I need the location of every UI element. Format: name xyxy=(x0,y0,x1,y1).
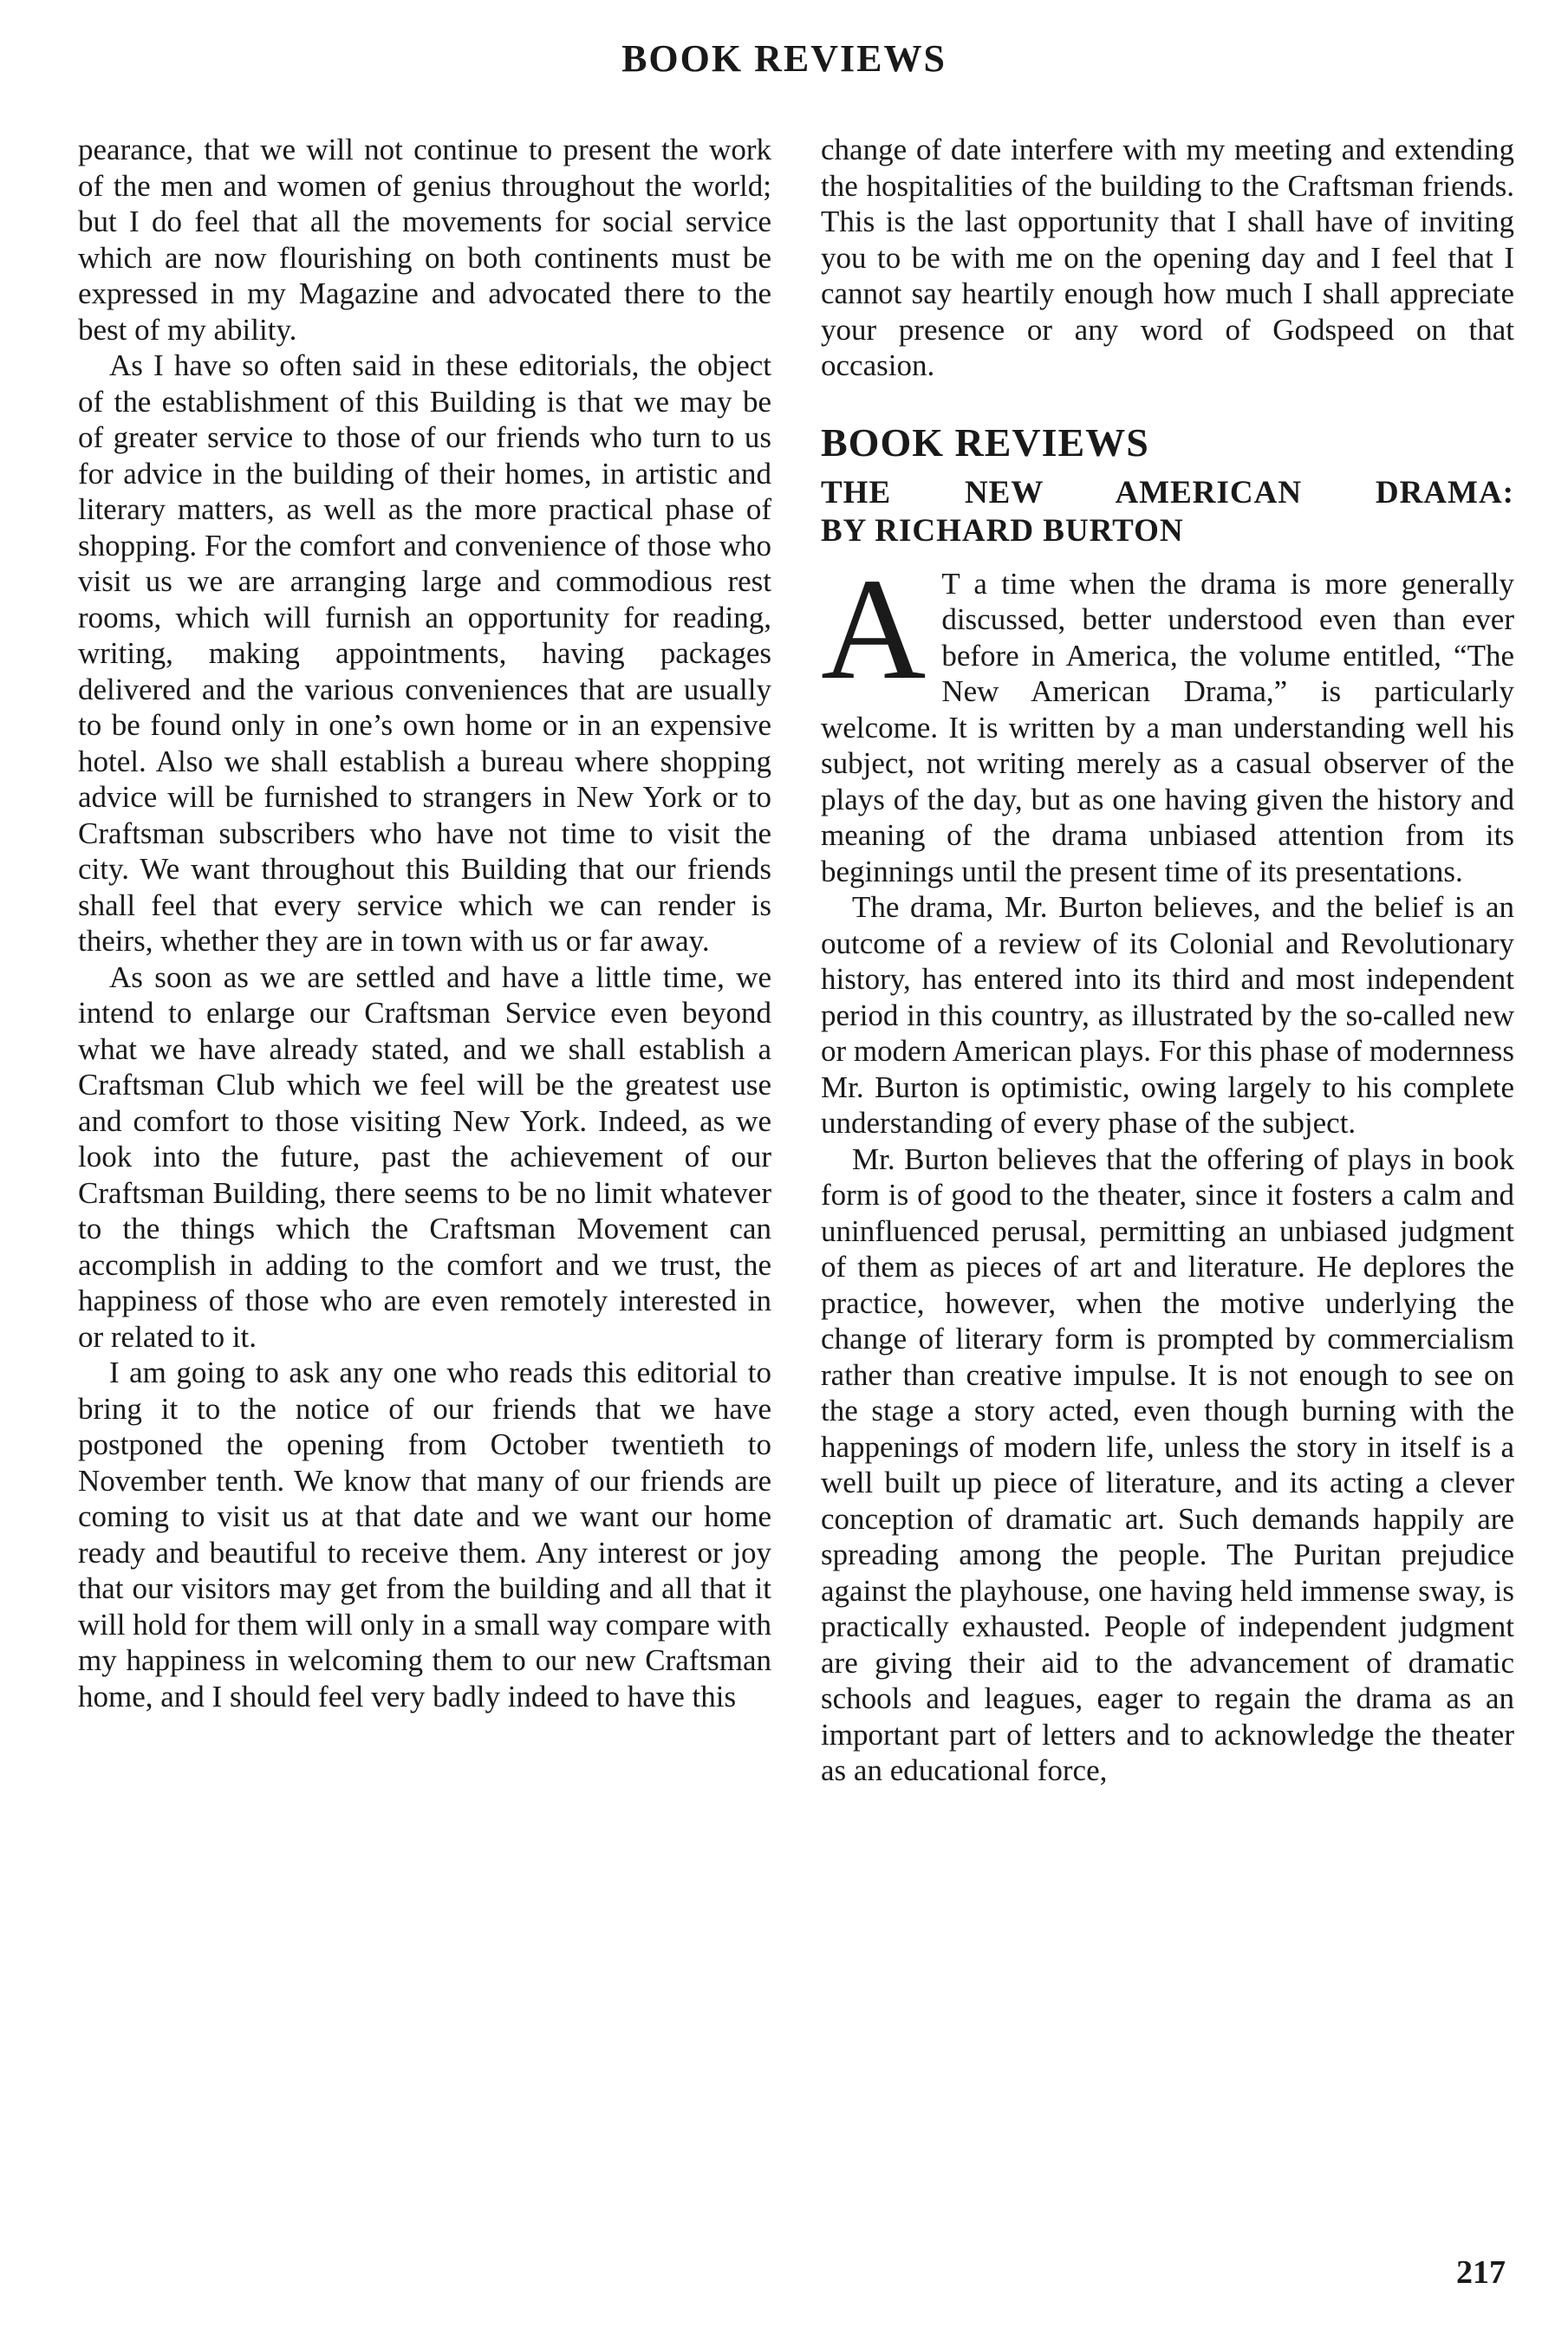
left-column xyxy=(78,132,771,1714)
left-paragraph-3: As soon as we are settled and have a little time, we intend to enlarge our Craftsman Service even beyond what we have already stated, and we shall establish a Craftsman Club which we feel will be the greatest use and comfort to those visiting New York. Indeed, as we look into the future, past the achievement of our Craftsman Building, there seems to be no limit whatever to the things which the Craftsman Movement can accomplish in adding to the comfort and we trust, the happiness of those who are even remotely interested in or related to it. xyxy=(78,959,771,1354)
left-paragraph-1: pearance, that we will not continue to present the work of the men and women of genius throughout the world; but I do feel that all the movements for social service which are now flourishing on both continents must be expressed in my Magazine and advocated there to the best of my ability. xyxy=(78,133,771,347)
review-paragraph-2: The drama, Mr. Burton believes, and the belief is an outcome of a review of its Colonial and Revolutionary history, has entered into its third and most independent period in this country, as illustrated by the so-called new or modern American plays. For this phase of modernness Mr. Burton is optimistic, owing largely to his complete understanding of every phase of the subject. xyxy=(821,890,1514,1140)
section-title: BOOK REVIEWS xyxy=(821,419,1149,465)
left-paragraph-2: As I have so often said in these editorials, the object of the establishment of this Building is that we may be of greater service to those of our friends who turn to us for advice in the building of their homes, in artistic and literary matters, as well as the more practical phase of shopping. For the comfort and convenience of those who visit us we are arranging large and commodious rest rooms, which will furnish an opportunity for reading, writing, making appointments, having packages delivered and the various conveniences that are usually to be found only in one’s own home or in an expensive hotel. Also we shall establish a bureau where shopping advice will be furnished to strangers in New York or to Craftsman subscribers who have not time to visit the city. We want throughout this Building that our friends shall feel that every service which we can render is theirs, whether they are in town with us or far away. xyxy=(78,348,771,958)
running-head: BOOK REVIEWS xyxy=(621,37,947,80)
left-paragraph-4: I am going to ask any one who reads this editorial to bring it to the notice of our friends that we have postponed the opening from October twentieth to November tenth. We know that many of our friends are coming to visit us at that date and we want our home ready and beautiful to receive them. Any interest or joy that our visitors may get from the building and all that it will hold for them will only in a small way compare with my happiness in welcoming them to our new Craftsman home, and I should feel very badly indeed to have this xyxy=(78,1356,771,1713)
review-heading xyxy=(821,474,1514,550)
right-column xyxy=(821,132,1514,1789)
drop-cap: A xyxy=(821,548,927,710)
review-author: BY RICHARD BURTON xyxy=(821,512,1184,549)
review-title: THE NEW AMERICAN DRAMA: xyxy=(821,474,1514,510)
review-first-paragraph-text: T a time when the drama is more generally discussed, better understood even than ever before in America, the volume entitled, “The New American Drama,” is particularly welcome. It is written by a man understanding well his subject, not writing merely as a casual observer of the plays of the day, but as one having given the history and meaning of the drama unbiased attention from its beginnings until the present time of its presentations. xyxy=(821,566,1514,888)
right-continuation-paragraph: change of date interfere with my meeting and extending the hospitalities of the building to the Craftsman friends. This is the last opportunity that I shall have of inviting you to be with me on the opening day and I feel that I cannot say heartily enough how much I shall appreciate your presence or any word of Godspeed on that occasion. xyxy=(821,133,1514,382)
review-paragraph-3: Mr. Burton believes that the offering of plays in book form is of good to the theater, since it fosters a calm and uninfluenced perusal, permitting an unbiased judgment of them as pieces of art and literature. He deplores the practice, however, when the motive underlying the change of literary form is prompted by commercialism rather than creative impulse. It is not enough to see on the stage a story acted, even though burning with the happenings of modern life, unless the story in itself is a well built up piece of literature, and its acting a clever conception of dramatic art. Such demands happily are spreading among the people. The Puritan prejudice against the playhouse, one having held immense sway, is practically exhausted. People of independent judgment are giving their aid to the advancement of dramatic schools and leagues, eager to regain the drama as an important part of letters and to acknowledge the theater as an educational force, xyxy=(821,1141,1514,1787)
review-first-paragraph xyxy=(821,548,1514,890)
page-number: 217 xyxy=(1456,2254,1506,2291)
